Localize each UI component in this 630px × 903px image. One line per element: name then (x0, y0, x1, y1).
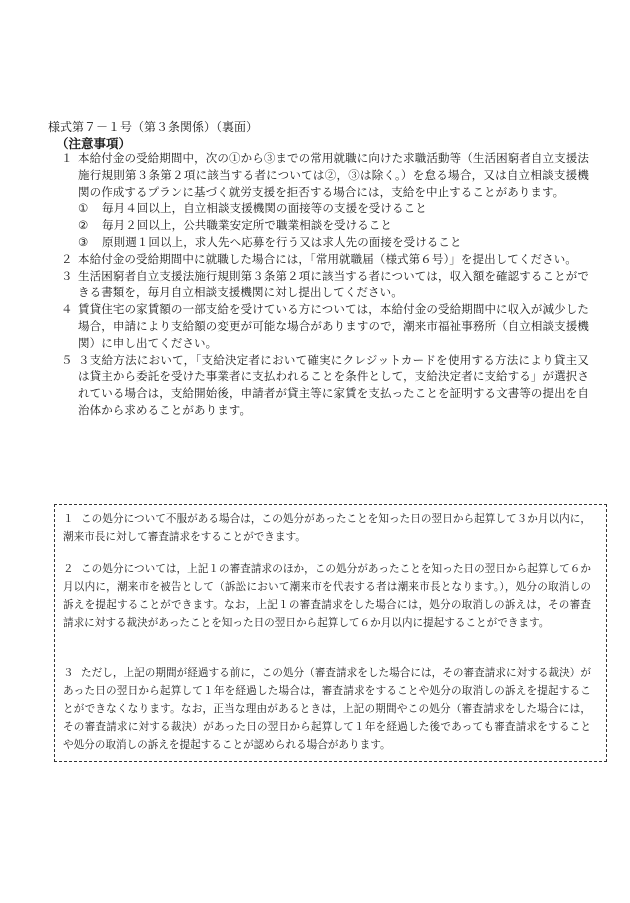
note-text: ３支給方法において，「支給決定者において確実にクレジットカードを使用する方法により貸主又は貸主から委託を受けた事業者に支払われることを条件として，支給決定者に支給する」が選択されている場合は，支給開始後，申請者が貸主等に家賃を支払ったことを証明する文書等の提出を自治体から求めることがあります。 (78, 352, 589, 417)
subitem-text: 原則週１回以上，求人先へ応募を行う又は求人先の面接を受けること (102, 234, 462, 249)
notes-list (0, 150, 630, 419)
appeal-paragraph-1 (63, 510, 591, 546)
subitem-mark: ② (78, 218, 89, 233)
note-subitem (78, 200, 589, 217)
note-subitems (78, 200, 589, 250)
note-text: 賃貸住宅の家賃額の一部支給を受けている方については，本給付金の受給期間中に収入が減少した場合，申請により支給額の変更が可能な場合がありますので，潮来市福祉事務所（自立相談支援機関）に申し出てください。 (78, 302, 589, 350)
note-subitem (78, 234, 589, 251)
appeal-number: ３ (63, 667, 74, 679)
note-item-3 (0, 268, 589, 302)
note-text: 本給付金の受給期間中，次の①から③までの常用就職に向けた求職活動等（生活困窮者自立支援法施行規則第３条第２項に該当する者については②，③は除く。）を怠る場合，又は自立相談支援機関の作成するプランに基づく就労支援を拒否する場合には，支給を中止することがあります。 (78, 151, 589, 199)
appeal-number: ２ (63, 563, 74, 575)
subitem-mark: ① (78, 201, 89, 216)
note-number: １ (61, 151, 73, 165)
note-text: 生活困窮者自立支援法施行規則第３条第２項に該当する者については，収入額を確認することができる書類を，毎月自立相談支援機関に対し提出してください。 (78, 268, 589, 300)
note-number: ２ (61, 251, 73, 266)
note-item-5 (0, 352, 589, 419)
appeal-paragraph-2 (63, 560, 591, 632)
appeal-text: ただし，上記の期間が経過する前に，この処分（審査請求をした場合には，その審査請求に対する裁決）があった日の翌日から起算して１年を経過した場合は，審査請求をすることや処分の取消しの訴えを提起することができなくなります。なお，正当な理由があるときは，上記の期間やこの処分（審査請求をした場合には，その審査請求に対する裁決）があった日の翌日から起算して１年を経過した後であっても審査請求をすることや処分の取消しの訴えを提起することが認められる場合があります。 (63, 667, 591, 751)
note-number: ５ (61, 352, 73, 367)
note-item-2 (0, 251, 589, 268)
appeal-notice-box (54, 504, 607, 762)
note-number: ３ (61, 268, 73, 283)
note-text: 本給付金の受給期間中に就職した場合には，「常用就職届（様式第６号）」を提出してください。 (78, 251, 577, 266)
appeal-text: この処分については，上記１の審査請求のほか，この処分があったことを知った日の翌日から起算して６か月以内に，潮来市を被告として（訴訟において潮来市を代表する者は潮来市長となります。），処分の取消しの訴えを提起することができます。なお，上記１の審査請求をした場合には，処分の取消しの訴えは，その審査請求に対する裁決があったことを知った日の翌日から起算して６か月以内に提起することができます。 (63, 563, 591, 629)
appeal-paragraph-3 (63, 664, 591, 754)
subitem-text: 毎月４回以上，自立相談支援機関の面接等の支援を受けること (102, 201, 427, 216)
note-number: ４ (61, 302, 73, 317)
note-item-1 (0, 150, 589, 251)
subitem-text: 毎月２回以上，公共職業安定所で職業相談を受けること (102, 218, 392, 233)
appeal-number: １ (63, 513, 74, 525)
form-number: 様式第７－１号（第３条関係）（裏面） (48, 120, 259, 134)
subitem-mark: ③ (78, 234, 89, 249)
note-subitem (78, 217, 589, 234)
appeal-text: この処分について不服がある場合は，この処分があったことを知った日の翌日から起算して３か月以内に，潮来市長に対して審査請求をすることができます。 (63, 513, 591, 543)
note-item-4 (0, 301, 589, 351)
notes-heading: （注意事項） (56, 136, 132, 151)
